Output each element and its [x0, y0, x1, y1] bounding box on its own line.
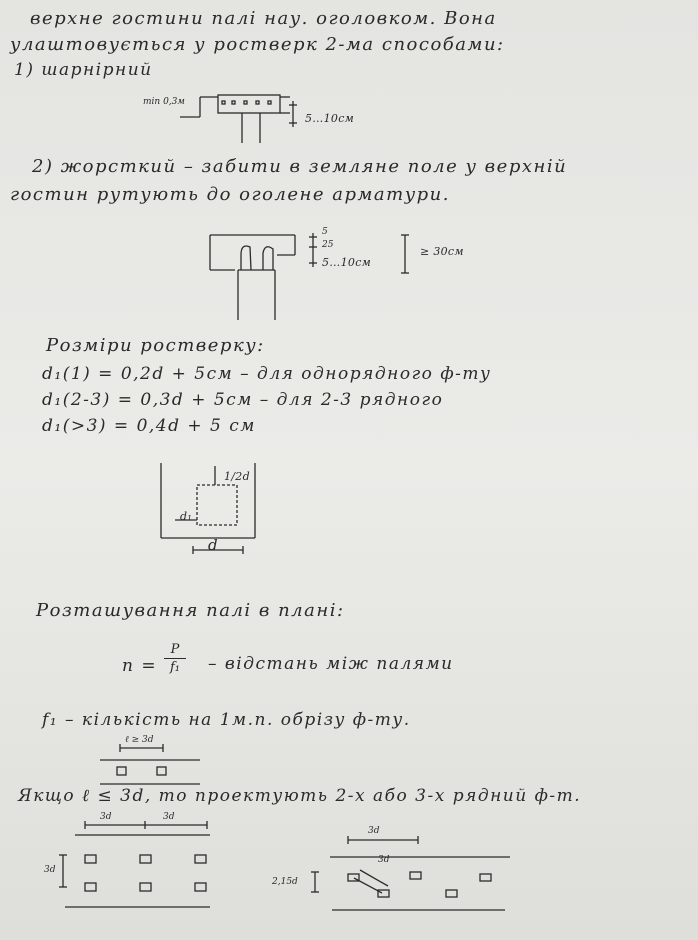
fig2-rigid-joint-sketch: [205, 225, 425, 325]
fig2-label-c: 5…10см: [322, 256, 372, 269]
fig2-label-a: 5: [322, 227, 328, 237]
formula-denominator: f₁: [169, 660, 181, 675]
fig1-min-label: min 0,3м: [143, 97, 185, 107]
fig6-staggered-rows-sketch: [300, 830, 520, 920]
formula-numerator: P: [170, 642, 180, 657]
line-2: улаштовується у ростверк 2-ма способами:: [10, 34, 505, 55]
formula-lhs: n =: [122, 656, 158, 676]
formula-fraction: [164, 642, 186, 675]
fig4-spacing-label: ℓ ≥ 3d: [125, 735, 154, 745]
line-11: – відстань між палями: [208, 654, 454, 674]
fig5-spacing-2: 3d: [163, 812, 175, 822]
fig2-label-b: 25: [322, 240, 334, 250]
line-9-formula: d₁(>3) = 0,4d + 5 см: [42, 416, 256, 436]
fig6-top-label: 3d: [368, 826, 380, 836]
fig1-hinged-joint-sketch: [180, 85, 310, 155]
line-7-formula: d₁(1) = 0,2d + 5см – для однорядного ф-ту: [42, 364, 492, 384]
line-8-formula: d₁(2-3) = 0,3d + 5см – для 2-3 рядного: [42, 390, 444, 410]
line-6-heading: Розміри ростверку:: [46, 335, 265, 356]
fig3-d-label: d: [208, 536, 220, 554]
fig3-d1-label: d₁: [180, 510, 193, 523]
fig6-diagonal-label: 3d: [378, 855, 390, 865]
fig5-spacing-1: 3d: [100, 812, 112, 822]
fig4-single-row-sketch: [95, 740, 205, 790]
fig2-label-d: ≥ 30см: [420, 245, 464, 258]
fig5-three-row-grid-sketch: [45, 815, 215, 915]
fig3-half-d-label: 1/2d: [224, 470, 250, 483]
line-10-heading: Розташування палі в плані:: [36, 600, 345, 621]
fig6-vertical-label: 2,15d: [272, 877, 298, 887]
fig1-size-label: 5…10см: [305, 112, 355, 125]
line-5: гостин рутують до оголене арматури.: [10, 184, 451, 205]
line-3-hinged: 1) шарнірний: [14, 60, 153, 80]
line-12: f₁ – кількість на 1м.п. обрізу ф-ту.: [42, 710, 411, 730]
line-13: Якщо ℓ ≤ 3d, то проектують 2-х або 3-х рядний ф-т.: [18, 786, 582, 806]
line-1: верхне гостини палі нау. оголовком. Вона: [30, 8, 497, 29]
fig5-vertical-label: 3d: [44, 865, 56, 875]
line-4-rigid: 2) жорсткий – забити в земляне поле у верхній: [32, 156, 568, 177]
